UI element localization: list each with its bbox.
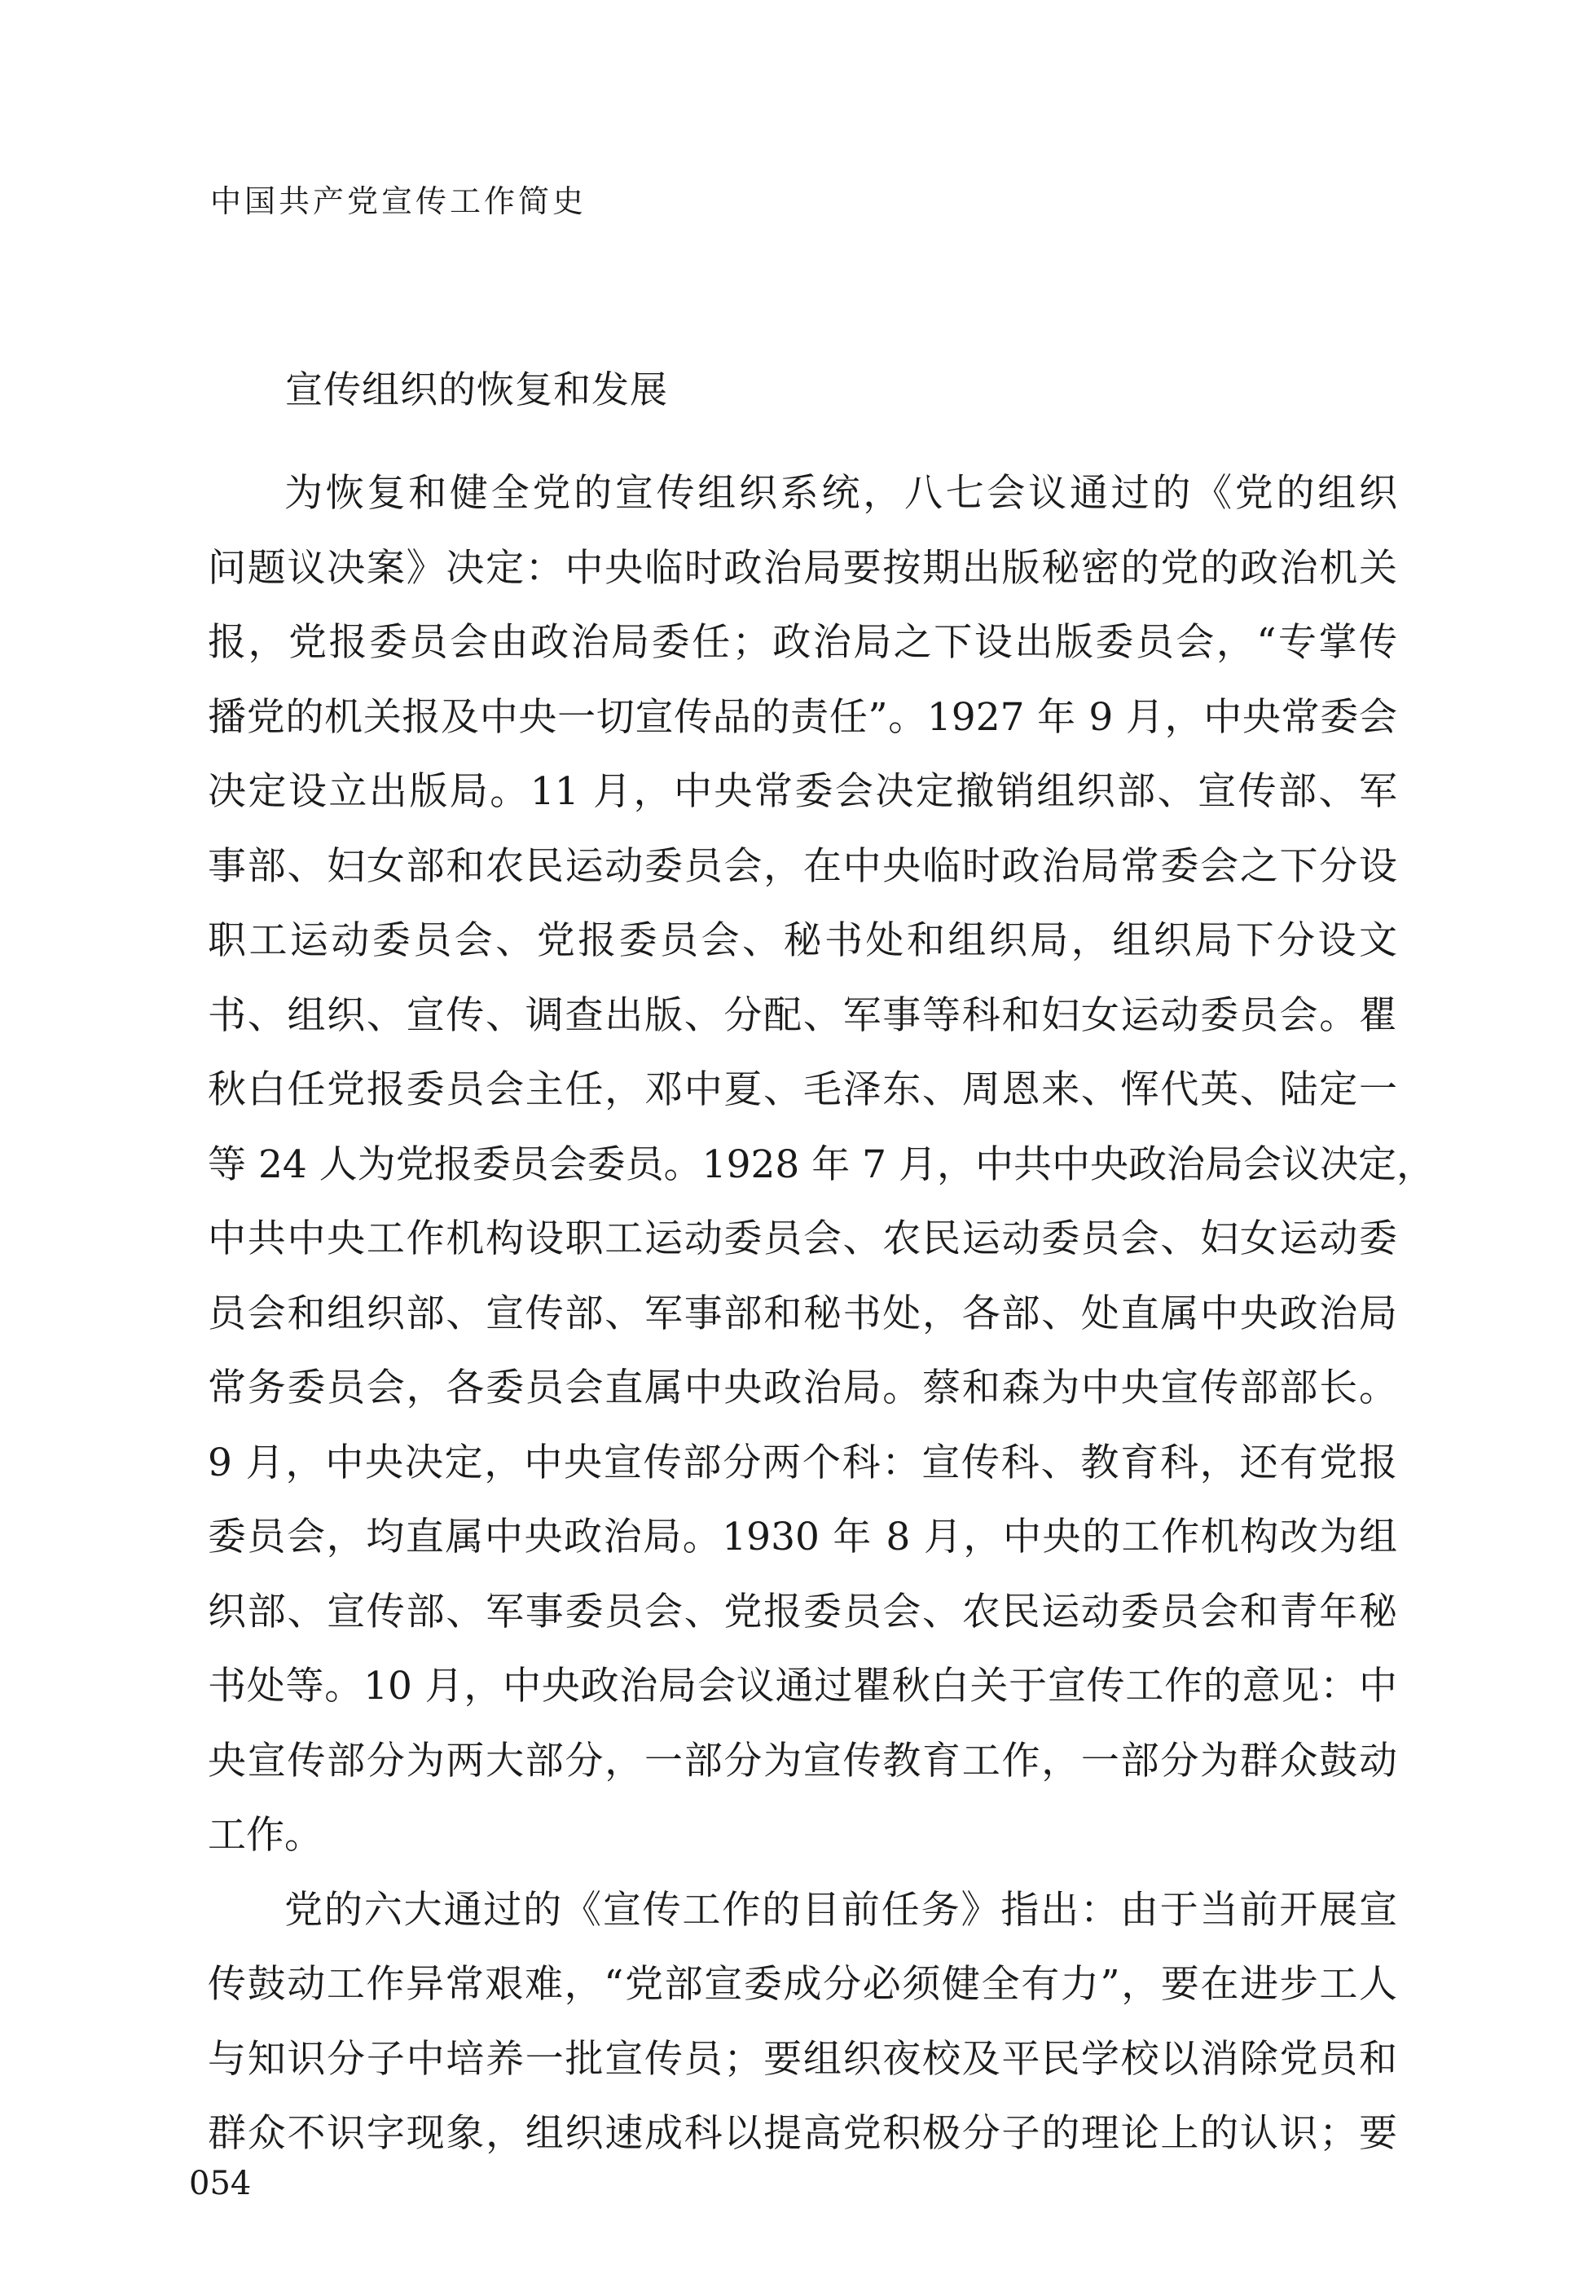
body-text [208, 456, 1436, 2171]
paragraph-line: 9 月，中央决定，中央宣传部分两个科：宣传科、教育科，还有党报 [208, 1440, 1397, 1485]
paragraph-line: 群众不识字现象，组织速成科以提高党积极分子的理论上的认识；要 [208, 2111, 1397, 2156]
paragraph-line: 中共中央工作机构设职工运动委员会、农民运动委员会、妇女运动委 [208, 1216, 1397, 1261]
paragraph-line: 报，党报委员会由政治局委任；政治局之下设出版委员会，“专掌传 [208, 620, 1397, 665]
section-heading: 宣传组织的恢复和发展 [285, 367, 668, 411]
paragraph-line: 职工运动委员会、党报委员会、秘书处和组织局，组织局下分设文 [208, 918, 1397, 963]
paragraph-line: 播党的机关报及中央一切宣传品的责任”。1927 年 9 月，中央常委会 [208, 694, 1397, 740]
paragraph-line: 工作。 [208, 1813, 323, 1858]
paragraph-line: 书、组织、宣传、调查出版、分配、军事等科和妇女运动委员会。瞿 [208, 992, 1397, 1038]
paragraph-line: 书处等。10 月，中央政治局会议通过瞿秋白关于宣传工作的意见：中 [208, 1664, 1397, 1709]
paragraph-line: 等 24 人为党报委员会委员。1928 年 7 月，中共中央政治局会议决定， [208, 1141, 1436, 1187]
paragraph-line: 员会和组织部、宣传部、军事部和秘书处，各部、处直属中央政治局 [208, 1291, 1397, 1336]
paragraph-line: 央宣传部分为两大部分，一部分为宣传教育工作，一部分为群众鼓动 [208, 1738, 1397, 1784]
paragraph-line: 秋白任党报委员会主任，邓中夏、毛泽东、周恩来、恽代英、陆定一 [208, 1067, 1397, 1112]
paragraph-line: 问题议决案》决定：中央临时政治局要按期出版秘密的党的政治机关 [208, 545, 1397, 591]
paragraph-line: 党的六大通过的《宣传工作的目前任务》指出：由于当前开展宣 [284, 1887, 1397, 1933]
paragraph-line: 事部、妇女部和农民运动委员会，在中央临时政治局常委会之下分设 [208, 843, 1397, 889]
paragraph-line: 决定设立出版局。11 月，中央常委会决定撤销组织部、宣传部、军 [208, 769, 1397, 814]
running-header: 中国共产党宣传工作简史 [210, 183, 587, 219]
paragraph-line: 为恢复和健全党的宣传组织系统，八七会议通过的《党的组织 [284, 471, 1397, 516]
page-number: 054 [189, 2165, 252, 2202]
paragraph-line: 传鼓动工作异常艰难，“党部宣委成分必须健全有力”，要在进步工人 [208, 1962, 1397, 2007]
paragraph-line: 织部、宣传部、军事委员会、党报委员会、农民运动委员会和青年秘 [208, 1589, 1397, 1634]
paragraph-line: 与知识分子中培养一批宣传员；要组织夜校及平民学校以消除党员和 [208, 2036, 1397, 2082]
paragraph-line: 常务委员会，各委员会直属中央政治局。蔡和森为中央宣传部部长。 [208, 1366, 1397, 1410]
paragraph-line: 委员会，均直属中央政治局。1930 年 8 月，中央的工作机构改为组 [208, 1515, 1397, 1559]
